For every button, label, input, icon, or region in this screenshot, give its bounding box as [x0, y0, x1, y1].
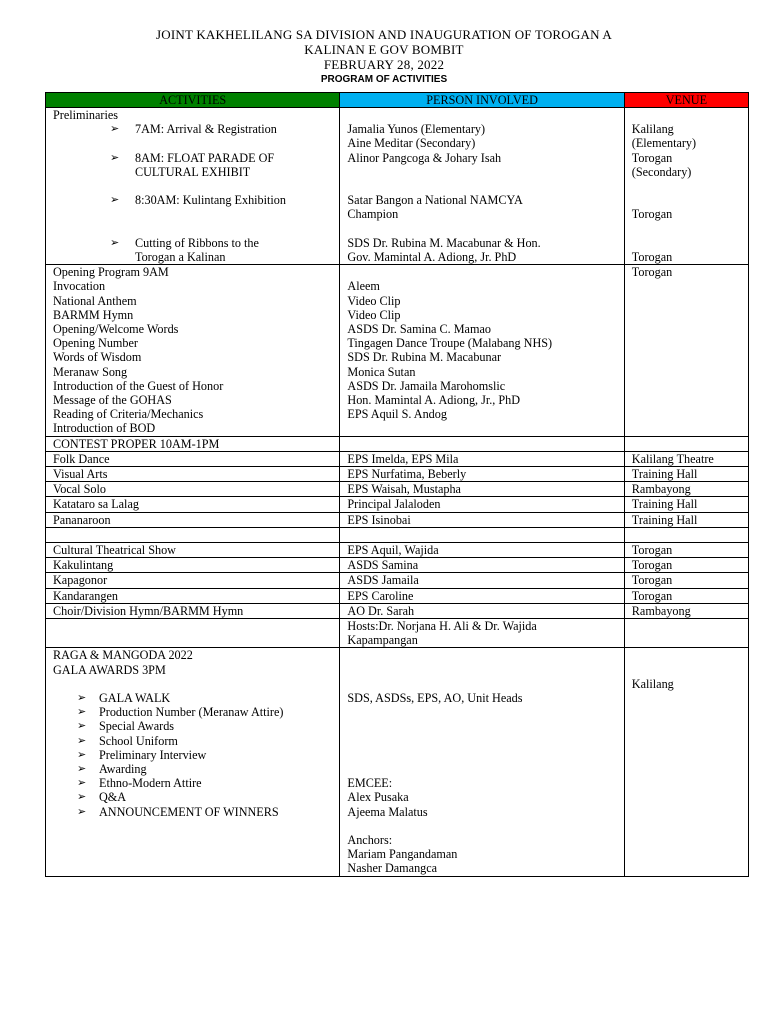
- person-cell: EPS Isinobai: [340, 512, 624, 527]
- hosts-line: Hosts:Dr. Norjana H. Ali & Dr. Wajida: [347, 619, 537, 634]
- activity-cell: Vocal Solo: [46, 482, 340, 497]
- activity-cell: Choir/Division Hymn/BARMM Hymn: [46, 603, 340, 618]
- person-name: Monica Sutan: [347, 364, 416, 379]
- table-row: [46, 558, 749, 573]
- venue-name: (Elementary): [631, 136, 697, 151]
- person-name: Tingagen Dance Troupe (Malabang NHS): [347, 336, 553, 351]
- table-row: [46, 497, 749, 512]
- person-cell: EPS Imelda, EPS Mila: [340, 451, 624, 466]
- prelim-title: Preliminaries: [53, 108, 118, 122]
- table-row-opening-program: [46, 265, 749, 436]
- document-header: [0, 27, 768, 86]
- list-item: ➢ Q&A: [77, 790, 127, 805]
- person-name: Nasher Damangca: [347, 861, 438, 876]
- opening-activity: Opening/Welcome Words: [53, 321, 179, 336]
- table-row: [46, 588, 749, 603]
- arrow-bullet-icon: ➢: [77, 776, 87, 790]
- list-item: ➢ Preliminary Interview: [77, 747, 207, 762]
- table-row: [46, 451, 749, 466]
- person-name: Aine Meditar (Secondary): [347, 136, 476, 151]
- person-name: SDS Dr. Rubina M. Macabunar & Hon.: [347, 235, 541, 250]
- venue-name: Torogan: [631, 249, 673, 264]
- person-cell: EPS Nurfatima, Beberly: [340, 467, 624, 482]
- header-person-involved: PERSON INVOLVED: [340, 93, 624, 108]
- gala-activities: [46, 648, 340, 876]
- person-name: Champion: [347, 207, 399, 222]
- anchors-label: Anchors:: [347, 832, 393, 847]
- list-item: ➢ 8:30AM: Kulintang Exhibition: [110, 193, 286, 208]
- opening-activity: Reading of Criteria/Mechanics: [53, 407, 204, 422]
- opening-activity: Message of the GOHAS: [53, 393, 172, 407]
- list-item: ➢ ANNOUNCEMENT OF WINNERS: [77, 804, 279, 819]
- person-cell: AO Dr. Sarah: [340, 603, 624, 618]
- venue-cell: Kalilang Theatre: [624, 451, 748, 466]
- person-cell: ASDS Samina: [340, 558, 624, 573]
- arrow-bullet-icon: ➢: [77, 719, 87, 733]
- person-name: Alex Pusaka: [347, 790, 409, 805]
- opening-activity: Opening Number: [53, 336, 138, 351]
- person-cell: EPS Caroline: [340, 588, 624, 603]
- table-row-hosts: [46, 619, 749, 648]
- venue-name: Torogan: [631, 150, 673, 165]
- opening-activity: Invocation: [53, 279, 106, 294]
- venue-cell: Training Hall: [624, 467, 748, 482]
- list-item: ➢ 7AM: Arrival & Registration: [110, 122, 277, 137]
- program-table: [45, 92, 749, 877]
- list-item: ➢ School Uniform: [77, 733, 178, 748]
- activity-cell: Katataro sa Lalag: [46, 497, 340, 512]
- venue-name: Kalilang: [631, 122, 674, 137]
- opening-activity: BARMM Hymn: [53, 307, 134, 322]
- gala-persons: [340, 648, 624, 876]
- list-item: ➢ Production Number (Meranaw Attire): [77, 705, 284, 720]
- opening-activity: Words of Wisdom: [53, 350, 142, 365]
- arrow-bullet-icon: ➢: [110, 235, 120, 249]
- person-name: Aleem: [347, 279, 380, 294]
- opening-activity: Meranaw Song: [53, 364, 128, 379]
- header-activities: ACTIVITIES: [46, 93, 340, 108]
- person-name: Ajeema Malatus: [347, 804, 428, 819]
- venue-cell: Rambayong: [624, 482, 748, 497]
- table-row-empty: [46, 527, 749, 542]
- person-name: EPS Aquil S. Andog: [347, 407, 447, 422]
- list-item: ➢ Ethno-Modern Attire: [77, 776, 202, 791]
- arrow-bullet-icon: ➢: [77, 804, 87, 818]
- table-row: [46, 573, 749, 588]
- venue-name: (Secondary): [631, 164, 692, 179]
- person-name: Video Clip: [347, 293, 401, 308]
- person-cell: EPS Waisah, Mustapha: [340, 482, 624, 497]
- list-item: ➢ Awarding: [77, 762, 147, 777]
- table-row: [46, 482, 749, 497]
- event-date: FEBRUARY 28, 2022: [323, 57, 445, 72]
- opening-activity: Opening Program 9AM: [53, 265, 169, 280]
- arrow-bullet-icon: ➢: [77, 747, 87, 761]
- list-item: ➢ GALA WALK: [77, 691, 171, 706]
- activity-cell: Visual Arts: [46, 467, 340, 482]
- activity-cell: Folk Dance: [46, 451, 340, 466]
- person-cell: EPS Aquil, Wajida: [340, 543, 624, 558]
- table-row: [46, 512, 749, 527]
- contest-title: CONTEST PROPER 10AM-1PM: [46, 436, 340, 451]
- activity-cell: Kakulintang: [46, 558, 340, 573]
- table-row: [46, 467, 749, 482]
- arrow-bullet-icon: ➢: [110, 150, 120, 164]
- activity-cell: Kandarangen: [46, 588, 340, 603]
- list-item: ➢ 8AM: FLOAT PARADE OF: [110, 150, 275, 165]
- emcee-label: EMCEE:: [347, 776, 393, 791]
- prelim-persons: [340, 108, 624, 265]
- person-name: Alinor Pangcoga & Johary Isah: [347, 150, 502, 165]
- prelim-venues: [624, 108, 748, 265]
- venue-cell: Torogan: [624, 543, 748, 558]
- table-header-row: [46, 93, 749, 108]
- person-name: Video Clip: [347, 307, 401, 322]
- table-row-contest-title: [46, 436, 749, 451]
- person-cell: Principal Jalaloden: [340, 497, 624, 512]
- arrow-bullet-icon: ➢: [77, 790, 87, 804]
- gala-venue: [624, 648, 748, 876]
- person-name: ASDS Dr. Jamaila Marohomslic: [347, 378, 506, 393]
- arrow-bullet-icon: ➢: [77, 762, 87, 776]
- opening-persons: [340, 265, 624, 436]
- venue-name: Kalilang: [631, 676, 674, 691]
- list-item: ➢ Cutting of Ribbons to the: [110, 235, 259, 250]
- hosts-cell: [340, 619, 624, 648]
- list-item: ➢ Special Awards: [77, 719, 175, 734]
- person-name: Mariam Pangandaman: [347, 847, 458, 862]
- person-name: Hon. Mamintal A. Adiong, Jr., PhD: [347, 392, 521, 407]
- arrow-bullet-icon: ➢: [77, 705, 87, 719]
- event-title-line-1: JOINT KAKHELILANG SA DIVISION AND INAUGURATION OF TOROGAN A: [156, 27, 612, 42]
- arrow-bullet-icon: ➢: [110, 122, 120, 136]
- hosts-line: Kapampangan: [347, 633, 418, 648]
- person-cell: ASDS Jamaila: [340, 573, 624, 588]
- activity-cell: Kapagonor: [46, 573, 340, 588]
- person-name: SDS, ASDSs, EPS, AO, Unit Heads: [347, 691, 523, 705]
- program-subtitle: PROGRAM OF ACTIVITIES: [320, 74, 448, 85]
- arrow-bullet-icon: ➢: [110, 193, 120, 207]
- venue-cell: Torogan: [624, 558, 748, 573]
- person-name: SDS Dr. Rubina M. Macabunar: [347, 350, 502, 365]
- person-name: Satar Bangon a National NAMCYA: [347, 193, 523, 208]
- person-name: Gov. Mamintal A. Adiong, Jr. PhD: [347, 249, 517, 264]
- opening-venue: [624, 265, 748, 436]
- table-row-preliminaries: [46, 108, 749, 265]
- venue-cell: Torogan: [624, 573, 748, 588]
- opening-activity: National Anthem: [53, 293, 137, 308]
- venue-cell: Training Hall: [624, 497, 748, 512]
- event-title-line-2: KALINAN E GOV BOMBIT: [304, 42, 464, 57]
- list-item-continuation: CULTURAL EXHIBIT: [135, 164, 251, 179]
- venue-cell: Training Hall: [624, 512, 748, 527]
- table-row: [46, 603, 749, 618]
- prelim-activities: [46, 108, 340, 265]
- table-row: [46, 543, 749, 558]
- venue-name: Torogan: [631, 207, 673, 222]
- activity-cell: Cultural Theatrical Show: [46, 543, 340, 558]
- table-row-gala-awards: [46, 648, 749, 876]
- arrow-bullet-icon: ➢: [77, 733, 87, 747]
- list-item-continuation: Torogan a Kalinan: [135, 249, 226, 264]
- person-name: Jamalia Yunos (Elementary): [347, 122, 486, 137]
- activity-cell: Pananaroon: [46, 512, 340, 527]
- opening-activity: Introduction of BOD: [53, 421, 156, 436]
- header-venue: VENUE: [624, 93, 748, 108]
- gala-subtitle: GALA AWARDS 3PM: [53, 662, 166, 677]
- person-name: ASDS Dr. Samina C. Mamao: [347, 321, 491, 336]
- venue-name: Torogan: [631, 265, 673, 280]
- opening-activity: Introduction of the Guest of Honor: [53, 378, 224, 393]
- venue-cell: Rambayong: [624, 603, 748, 618]
- opening-activities: [46, 265, 340, 436]
- arrow-bullet-icon: ➢: [77, 691, 87, 705]
- gala-title: RAGA & MANGODA 2022: [53, 648, 193, 663]
- venue-cell: Torogan: [624, 588, 748, 603]
